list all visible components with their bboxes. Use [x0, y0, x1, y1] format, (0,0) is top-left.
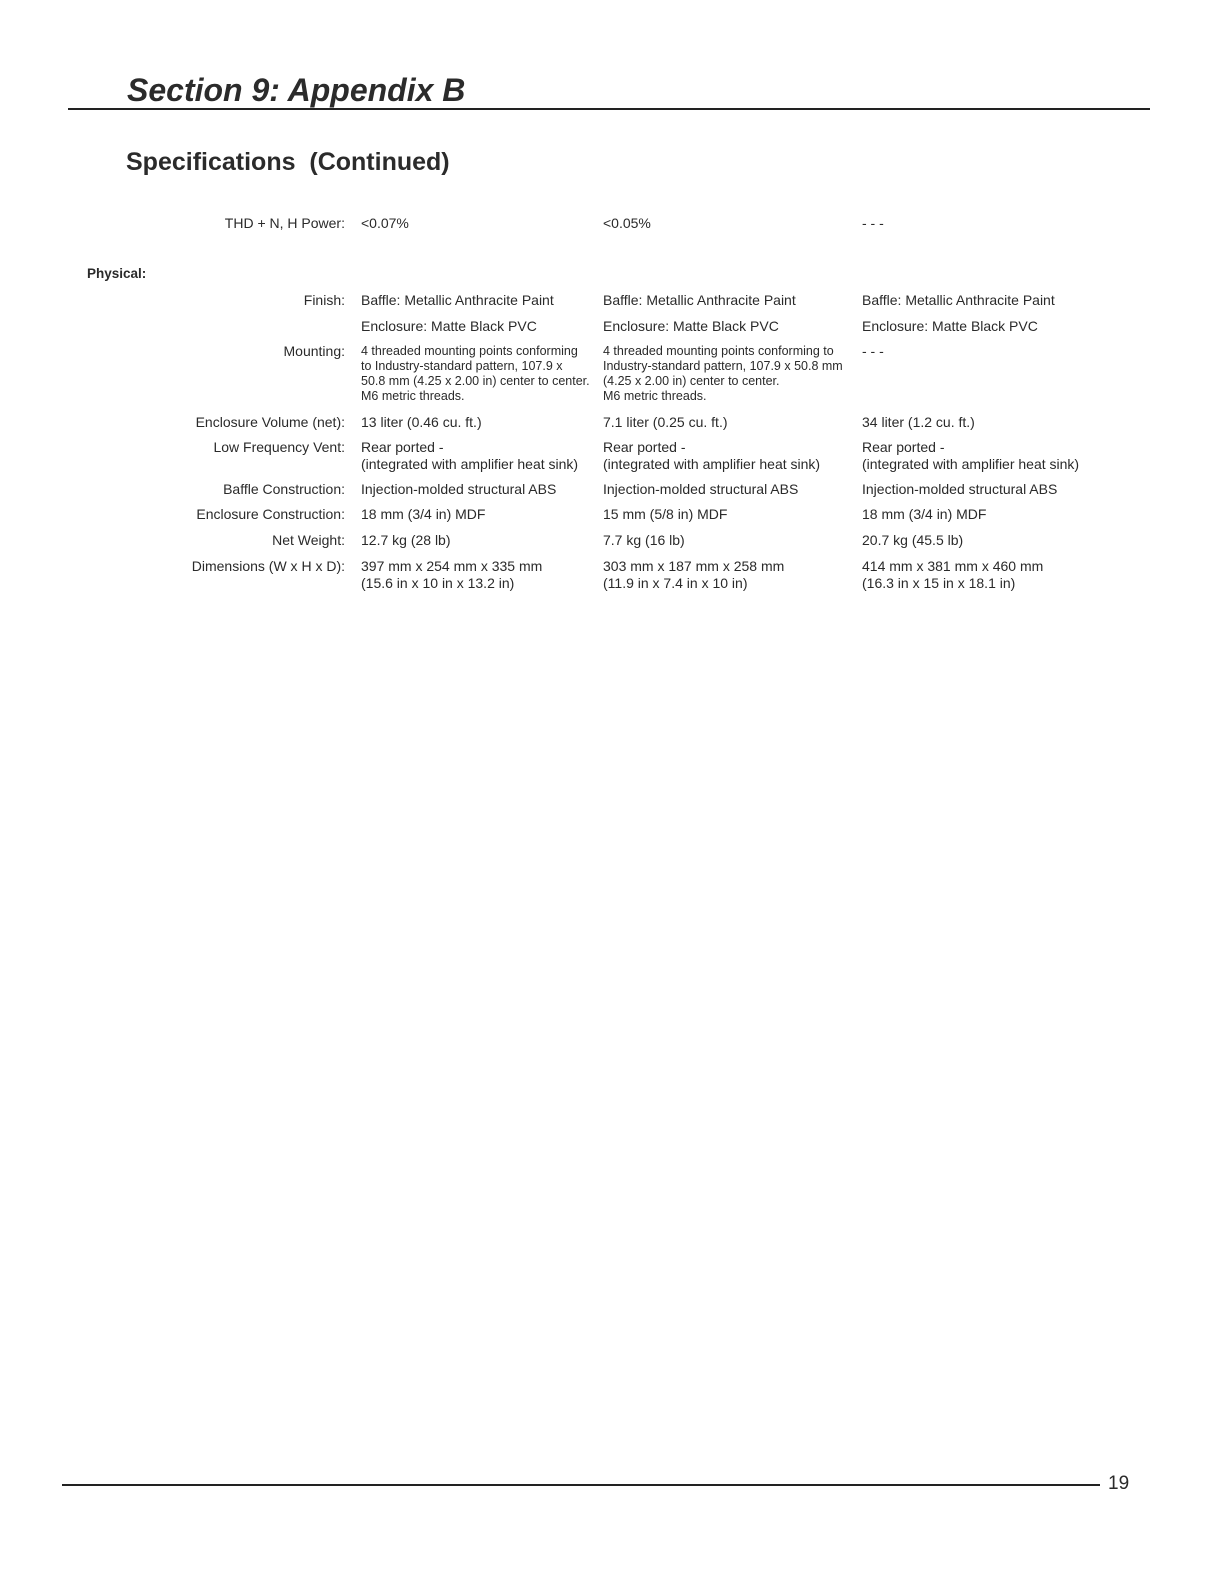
spec-label: Mounting:	[283, 343, 345, 359]
spec-label: Low Frequency Vent:	[213, 439, 345, 455]
header-rule	[68, 108, 1150, 110]
spec-value-col2: Baffle: Metallic Anthracite Paint	[603, 292, 796, 308]
spec-value-col1: Injection-molded structural ABS	[361, 481, 557, 497]
spec-value-col1: 397 mm x 254 mm x 335 mm (15.6 in x 10 in x 13.2 in)	[361, 558, 543, 591]
spec-value-col1: Enclosure: Matte Black PVC	[361, 318, 537, 334]
page-number: 19	[1108, 1473, 1130, 1494]
specifications-heading: Specifications (Continued)	[126, 148, 450, 176]
spec-value-col2: 7.7 kg (16 lb)	[603, 532, 685, 548]
spec-value-col3: Enclosure: Matte Black PVC	[862, 318, 1038, 334]
spec-value-col2: Injection-molded structural ABS	[603, 481, 799, 497]
spec-value-col3: 18 mm (3/4 in) MDF	[862, 506, 987, 522]
spec-value-col2: Rear ported - (integrated with amplifier heat sink)	[603, 439, 821, 472]
spec-value-col2: 303 mm x 187 mm x 258 mm (11.9 in x 7.4 in x 10 in)	[603, 558, 785, 591]
spec-value-col1: 4 threaded mounting points conforming to Industry-standard pattern, 107.9 x 50.8 mm (4.25 x 2.00 in) center to center. M6 metric threads.	[361, 344, 590, 403]
spec-label: Dimensions (W x H x D):	[191, 558, 345, 574]
spec-value-col1: 13 liter (0.46 cu. ft.)	[361, 414, 482, 430]
spec-value-col3: Injection-molded structural ABS	[862, 481, 1058, 497]
spec-value-col2: 7.1 liter (0.25 cu. ft.)	[603, 414, 728, 430]
spec-value-col3: 414 mm x 381 mm x 460 mm (16.3 in x 15 in x 18.1 in)	[862, 558, 1044, 591]
section-title: Section 9: Appendix B	[127, 72, 466, 108]
spec-value-col1: Rear ported - (integrated with amplifier heat sink)	[361, 439, 579, 472]
spec-value-col3: 34 liter (1.2 cu. ft.)	[862, 414, 975, 430]
physical-group-label: Physical:	[87, 266, 147, 281]
spec-value-col2: <0.05%	[603, 215, 651, 231]
spec-value-col1: <0.07%	[361, 215, 409, 231]
spec-label: Baffle Construction:	[223, 481, 345, 497]
spec-value-col1: 12.7 kg (28 lb)	[361, 532, 451, 548]
spec-value-col2: 4 threaded mounting points conforming to Industry-standard pattern, 107.9 x 50.8 mm (4.25 x 2.00 in) center to center. M6 metric threads.	[603, 344, 843, 403]
spec-label: THD + N, H Power:	[224, 215, 345, 231]
spec-value-col2: Enclosure: Matte Black PVC	[603, 318, 779, 334]
spec-value-col3: - - -	[862, 215, 884, 231]
spec-value-col2: 15 mm (5/8 in) MDF	[603, 506, 728, 522]
spec-label: Net Weight:	[272, 532, 345, 548]
spec-label: Finish:	[303, 292, 345, 308]
spec-label: Enclosure Construction:	[196, 506, 345, 522]
spec-value-col1: 18 mm (3/4 in) MDF	[361, 506, 486, 522]
spec-label: Enclosure Volume (net):	[195, 414, 345, 430]
spec-value-col1: Baffle: Metallic Anthracite Paint	[361, 292, 554, 308]
spec-value-col3: Rear ported - (integrated with amplifier heat sink)	[862, 439, 1080, 472]
footer-rule	[62, 1484, 1100, 1486]
spec-value-col3: Baffle: Metallic Anthracite Paint	[862, 292, 1055, 308]
spec-value-col3: - - -	[862, 343, 884, 359]
spec-value-col3: 20.7 kg (45.5 lb)	[862, 532, 964, 548]
